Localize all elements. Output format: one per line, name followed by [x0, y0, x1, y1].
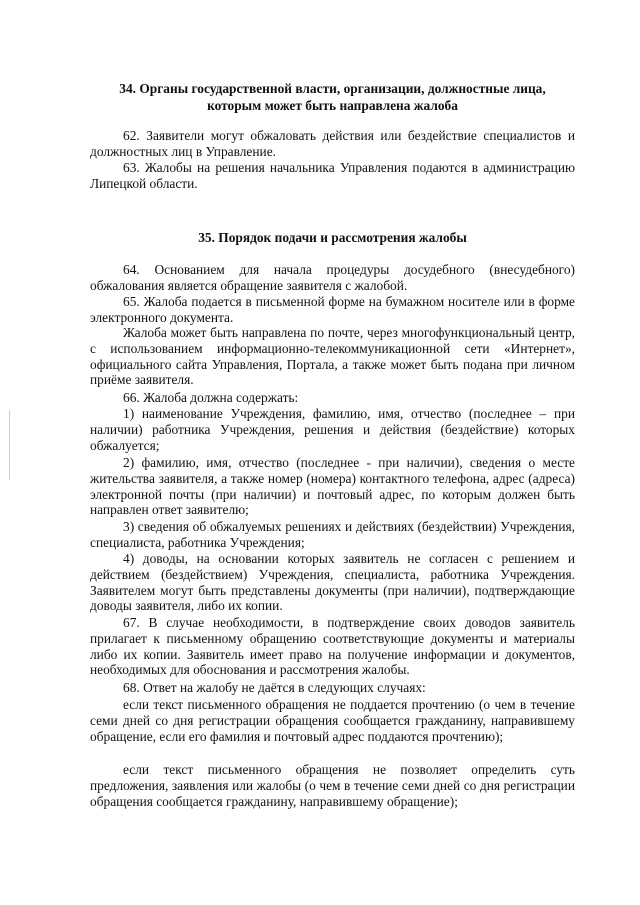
section-34-heading	[90, 80, 575, 114]
paragraph-66-item-3: 3) сведения об обжалуемых решениях и действиях (бездействии) Учреждения, специалиста, работника Учреждения;	[90, 519, 575, 550]
paragraph-66-item-4: 4) доводы, на основании которых заявитель не согласен с решением и действием (бездействием) Учреждения, специалиста, работника Учреждения. Заявителем могут быть представлены документы (при наличии), подтверждающие доводы заявителя, либо их копии.	[90, 551, 575, 614]
paragraph-68-case-2: если текст письменного обращения не позволяет определить суть предложения, заявления или жалобы (о чем в течение семи дней со дня регистрации обращения сообщается гражданину, направившему обращение);	[90, 762, 575, 809]
paragraph-66: 66. Жалоба должна содержать:	[123, 390, 299, 405]
section-34-heading-line2: которым может быть направлена жалоба	[207, 98, 458, 113]
paragraph-62: 62. Заявители могут обжаловать действия или бездействие специалистов и должностных лиц в Управление.	[90, 128, 575, 159]
paragraph-68-case-1: если текст письменного обращения не поддается прочтению (о чем в течение семи дней со дня регистрации обращения сообщается гражданину, направившему обращение, если его фамилия и почтовый адрес поддаются прочтению);	[90, 697, 575, 744]
paragraph-65-continued: Жалоба может быть направлена по почте, через многофункциональный центр, с использованием информационно-телекоммуникационной сети «Интернет», официального сайта Управления, Портала, а также может быть подана при личном приёме заявителя.	[90, 325, 575, 388]
paragraph-66-item-2: 2) фамилию, имя, отчество (последнее - при наличии), сведения о месте жительства заявителя, а также номер (номера) контактного телефона, адрес (адреса) электронной почты (при наличии) и почтовый адрес, по которым должен быть направлен ответ заявителю;	[90, 455, 575, 518]
paragraph-65: 65. Жалоба подается в письменной форме на бумажном носителе или в форме электронного документа.	[90, 294, 575, 325]
section-34-heading-line1: 34. Органы государственной власти, организации, должностные лица,	[119, 81, 546, 96]
paragraph-64: 64. Основанием для начала процедуры досудебного (внесудебного) обжалования является обращение заявителя с жалобой.	[90, 262, 575, 293]
section-35-heading: 35. Порядок подачи и рассмотрения жалобы	[198, 230, 467, 245]
paragraph-66-item-1: 1) наименование Учреждения, фамилию, имя, отчество (последнее – при наличии) работника Учреждения, решения и действия (бездействие) которых обжалуется;	[90, 406, 575, 453]
scan-margin-mark	[9, 410, 10, 480]
paragraph-67: 67. В случае необходимости, в подтверждение своих доводов заявитель прилагает к письменному обращению соответствующие документы и материалы либо их копии. Заявитель имеет право на получение информации и документов, необходимых для обоснования и рассмотрения жалобы.	[90, 615, 575, 678]
paragraph-68: 68. Ответ на жалобу не даётся в следующих случаях:	[123, 680, 426, 695]
paragraph-63: 63. Жалобы на решения начальника Управления подаются в администрацию Липецкой области.	[90, 160, 575, 191]
